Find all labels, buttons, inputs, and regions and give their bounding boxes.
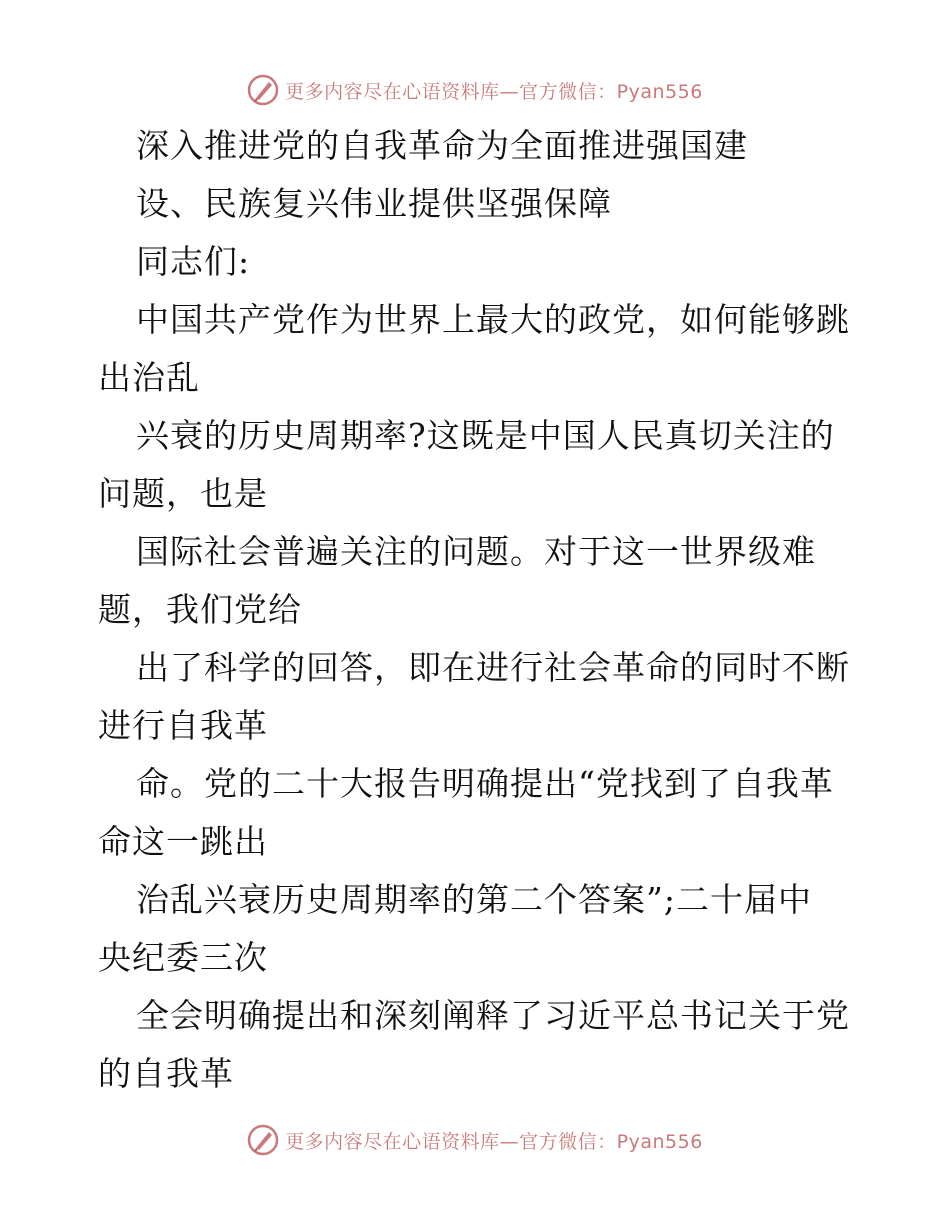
banner-text: 更多内容尽在心语资料库—官方微信：Pyan556 (285, 1130, 703, 1153)
paragraph-line: 命。党的二十大报告明确提出“党找到了自我革 (136, 764, 834, 803)
paragraph-line: 中国共产党作为世界上最大的政党，如何能够跳 (136, 300, 850, 339)
paragraph-line: 全会明确提出和深刻阐释了习近平总书记关于党 (136, 996, 850, 1035)
paragraph-line: 国际社会普遍关注的问题。对于这一世界级难 (136, 532, 816, 571)
footer-banner (0, 1120, 950, 1160)
banner-text: 更多内容尽在心语资料库—官方微信：Pyan556 (285, 80, 703, 103)
paragraph-line: 进行自我革 (98, 706, 268, 745)
title-line-2: 设、民族复兴伟业提供坚强保障 (136, 184, 612, 223)
paragraph-line: 出治乱 (98, 358, 200, 397)
paragraph-line: 治乱兴衰历史周期率的第二个答案”;二十届中 (136, 880, 812, 919)
paragraph-line: 兴衰的历史周期率?这既是中国人民真切关注的 (136, 416, 835, 455)
quill-pen-logo-icon (247, 74, 279, 106)
title-line-1: 深入推进党的自我革命为全面推进强国建 (136, 126, 748, 165)
paragraph-line: 的自我革 (98, 1054, 234, 1093)
paragraph-line: 央纪委三次 (98, 938, 268, 977)
document-body (98, 117, 858, 1103)
paragraph-line: 命这一跳出 (98, 822, 268, 861)
paragraph-line: 出了科学的回答，即在进行社会革命的同时不断 (136, 648, 850, 687)
paragraph-line: 问题，也是 (98, 474, 268, 513)
header-banner (0, 70, 950, 110)
quill-pen-logo-icon (247, 1124, 279, 1156)
paragraph-line: 题，我们党给 (98, 590, 302, 629)
salutation: 同志们: (136, 242, 251, 281)
